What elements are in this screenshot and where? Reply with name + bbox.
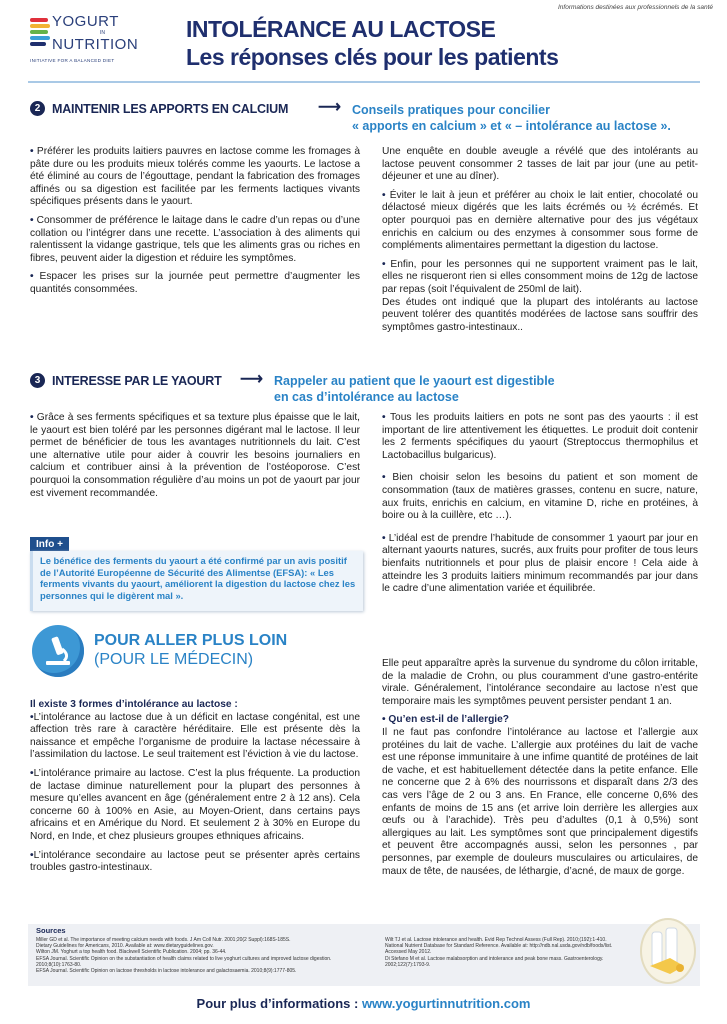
page-title: INTOLÉRANCE AU LACTOSE [186,16,496,42]
sources-left: Miller GD et al. The importance of meeting calcium needs with foods. J Am Coll Nutr. 2001;20(2 Suppl):168S-185S. Dietary Guidelines for Americans, 2010. Available at: www.dietaryguidelines.gov. Wilton JM. Yoghurt a top health food. Blackwell Scientific Publication. 2004; pp. 36-44. EFSA Journal. Scientific Opinion on the substantiation of health claims related to live yoghurt cultures and improved lactose digestion. 2010;8(10):1763-80. EFSA Journal. Scientific Opinion on lactose thresholds in lactose intolerance and galactosaemia. 2010;8(9):1777-805. [36,937,332,975]
section3-number: 3 [30,373,45,388]
sources-right: Wilt TJ et al. Lactose intolerance and health. Evid Rep Technol Assess (Full Rep). 2010;(192):1-410. National Nutrient Database for Standard Reference. Available at: http://ndb.nal.usda.gov/ndb/foods/list. Accessed May 2012. Di Stefano M et al. Lactose malabsorption and intolerance and peak bone mass. Gastroenterology. 2002;122(7):1793-9. [385,937,613,968]
section2-subheading: Conseils pratiques pour concilier « apports en calcium » et « – intolérance au lactose ». [352,103,671,133]
logo-line1: YOGURT [52,13,119,30]
logo-line2: NUTRITION [52,36,139,53]
logo-stack-icon [30,18,50,48]
info-text: Le bénéfice des ferments du yaourt a été confirmé par un avis positif de l’Autorité Européenne de Sécurité des Alimentse (EFSA): « Les ferments vivants du yaourt, améliorent la digestion du lactose chez les personnes qui le digèrent mal ». [40,555,356,601]
info-tag: Info + [30,537,69,552]
website-link[interactable]: www.yogurtinnutrition.com [361,996,531,1011]
section3-left-column: • Grâce à ses ferments spécifiques et sa texture plus épaisse que le lait, le yaourt est bien toléré par les personnes digérant mal le lactose. Il leur permet de bénéficier de tous les avantages nutritionnels du lait. C’est une alternative utile pour aider à couvrir les besoins journaliers en calcium et contribuer ainsi à la prévention de l’ostéoporose. C’est pourquoi la consommation régulière d’au moins un pot de yaourt par jour est vivement recommandée. [30,412,360,499]
audience-note: Informations destinées aux professionnels de la santé [557,4,713,11]
section3-arrow-icon: ⟶ [240,371,263,388]
section3-subheading: Rappeler au patient que le yaourt est digestible en cas d’intolérance au lactose [274,374,555,404]
more-left-column: Il existe 3 formes d’intolérance au lactose : •L’intolérance au lactose due à un déficit en lactase congénital, est une affection très rare à caractère héréditaire. Elle est présente dès la naissance et empêche l’organisme de produire la lactase nécessaire à l’assimilation du lactose. Le seul traitement est l’éviction à vie du lactose. •L’intolérance primaire au lactose. C’est la plus fréquente. La production de lactase diminue naturellement pour la plupart des personnes à mesure qu’elles avancent en âge (généralement entre 2 à 12 ans). Cela concerne 60 à 100% en Asie, au Moyen-Orient, dans certains pays africains et en Amérique du Nord. Et seulement 2 à 30% en Europe du Nord, en Inde, et chez plusieurs groupes ethniques africains. •L’intolérance secondaire au lactose peut se présenter après certains troubles gastro-intestinaux. [30,699,360,874]
section2-heading: MAINTENIR LES APPORTS EN CALCIUM [52,102,289,116]
sources-heading: Sources [36,926,66,935]
section3-right-column: • Tous les produits laitiers en pots ne sont pas des yaourts : il est important de lire attentivement les étiquettes. Le produit doit contenir les 2 ferments spécifiques du yaourt (Streptoccus thermophilus et Lactobacillus bulgaricus). • Bien choisir selon les besoins du patient et son moment de consommation (taux de matières grasses, contenu en sucre, nature, aux fruits, enrichis en calcium, en vitamine D, riche en protéines, à boire ou à la cuillère, etc …). • L’idéal est de prendre l’habitude de consommer 1 yaourt par jour en alternant yaourts natures, sucrés, aux fruits pour profiter de tous leurs bienfaits nutritionnels et pour plus de plaisir encore ! Cela aide à atteindre les 3 produits laitiers minimum recommandés par jour dans le cadre d’une alimentation variée et équilibrée. [382,412,698,595]
more-title: POUR ALLER PLUS LOIN [94,632,288,649]
section2-arrow-icon: ⟶ [318,99,341,116]
logo-in: IN [100,30,105,36]
header-divider [28,81,700,83]
footer [0,996,727,1011]
microscope-icon [32,625,84,677]
section2-number: 2 [30,101,45,116]
section2-left-column: • Préférer les produits laitiers pauvres en lactose comme les fromages à pâte dure ou les produits mieux tolérés comme les yaourts. Le lactose a été éliminé au cours de l’égouttage, pendant la fabrication des fromages affinés ou sa digestion est facilitée par les ferments lactiques vivants spécifiques présents dans le yaourt. • Consommer de préférence le laitage dans le cadre d’un repas ou d’une collation ou l’intégrer dans une recette. L’association à des aliments qui ralentissent la vidange gastrique, tels que les aliments gras ou riches en fibres, peuvent aider la digestion et réduire les symptômes. • Espacer les prises sur la journée peut permettre d’augmenter les quantités consommées. [30,146,360,295]
section2-right-column: Une enquête en double aveugle a révélé que des intolérants au lactose peuvent consommer 2 tasses de lait par jour (une au petit-déjeuner et une au dîner). • Éviter le lait à jeun et préférer au choix le lait entier, chocolaté ou délactosé mieux digérés que les laits écrémés ou ½ écrémés. Et opter pourquoi pas en dernière alternative pour des jus végétaux enrichis en calcium ou des enzymes à consommer sous forme de compléments alimentaires permettant la digestion du lactose. • Enfin, pour les personnes qui ne supportent vraiment pas le lait, elles ne risqueront rien si elles consomment moins de 12g de lactose par repas (soit l’équivalent de 250ml de lait). Des études ont indiqué que la plupart des intolérants au lactose peuvent tolérer des quantités modérées de lactose sans souffrir des symptômes gastro-intestinaux.. [382,146,698,333]
logo-tagline: INITIATIVE FOR A BALANCED DIET [30,58,115,63]
dairy-products-icon [640,918,696,984]
footer-prefix: Pour plus d’informations : [196,996,362,1011]
section3-heading: INTERESSE PAR LE YAOURT [52,374,222,388]
page-subtitle: Les réponses clés pour les patients [186,44,559,70]
more-right-column: Elle peut apparaître après la survenue du syndrome du côlon irritable, de la maladie de Crohn, ou plus couramment d’une gastro-entérite virale. Généralement, l’intolérance secondaire au lactose n’est que temporaire mais les symptômes peuvent persister pendant 1 an. • Qu’en est-il de l’allergie? Il ne faut pas confondre l’intolérance au lactose et l’allergie aux protéines du lait de vache. L’allergie aux protéines du lait de vache est une réponse immunitaire à une infime quantité de protéines de lait de vache, et est habituellement détectée dans la petite enfance. Elle ne concerne que 2 à 6% des nourrissons et disparaît dans 2/3 des cas vers l’âge de 2 ou 3 ans. En France, elle concerne 0,6% des enfants de moins de 15 ans (et arrive loin derrière les allergies aux œufs ou à l’arachide). Très peu d’adultes (0,1 à 0,5%) sont allergiques au lait. Les symptômes sont que principalement digestifs et peuvent être accompagnés aussi, selon les personnes , par personnes, par exemple de douleurs musculaires ou articulaires, de maux de tête, de nausées, de léthargie, d’acné, de maux de gorge. [382,658,698,877]
more-subtitle: (POUR LE MÉDECIN) [94,651,254,668]
